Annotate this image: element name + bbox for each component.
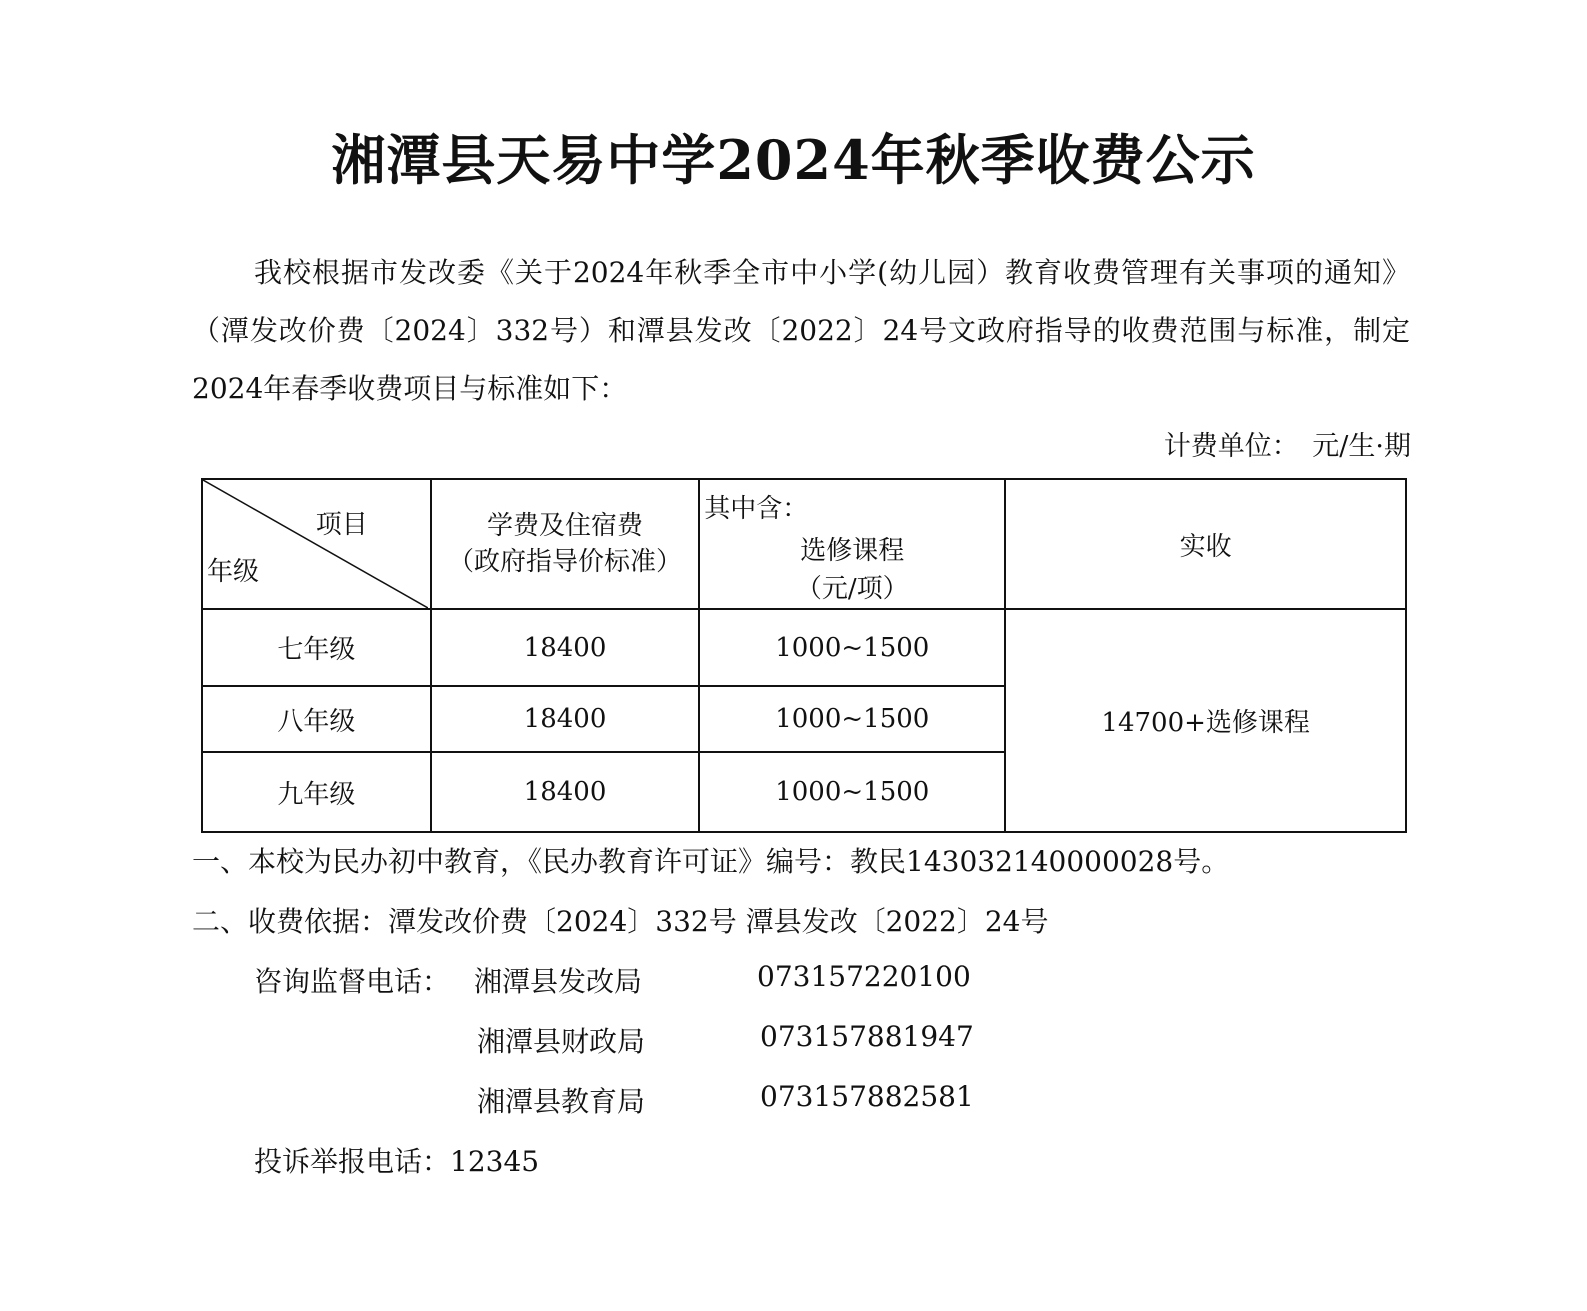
note-license: 一、本校为民办初中教育，《民办教育许可证》编号：教民143032140000028号。 bbox=[192, 845, 1230, 878]
grade-cell: 七年级 bbox=[202, 609, 431, 686]
elective-header-line1: 选修课程 bbox=[800, 536, 905, 566]
elective-header-cell bbox=[699, 479, 1005, 609]
contact-name: 湘潭县发改局 bbox=[474, 965, 643, 998]
table-row bbox=[202, 609, 1406, 686]
grade-cell: 九年级 bbox=[202, 752, 431, 832]
intro-text: 我校根据市发改委《关于2024年秋季全市中小学(幼儿园）教育收费管理有关事项的通知》（潭发改价费〔2024〕332号）和潭县发改〔2022〕24号文政府指导的收费范围与标准，制定2024年春季收费项目与标准如下： bbox=[192, 256, 1410, 405]
fee-table bbox=[201, 478, 1407, 833]
table-header-row bbox=[202, 479, 1406, 609]
corner-grade-label: 年级 bbox=[207, 557, 260, 587]
elective-cell: 1000~1500 bbox=[699, 752, 1005, 832]
contact-name: 湘潭县教育局 bbox=[477, 1085, 646, 1118]
contact-phone: 073157882581 bbox=[760, 1080, 974, 1113]
hotline-label: 咨询监督电话： bbox=[254, 965, 451, 998]
intro-paragraph bbox=[192, 244, 1410, 418]
actual-header-cell: 实收 bbox=[1005, 479, 1406, 609]
complaint-hotline: 投诉举报电话：12345 bbox=[254, 1145, 540, 1178]
fee-cell: 18400 bbox=[431, 752, 699, 832]
fee-header-cell bbox=[431, 479, 699, 609]
elective-header-note: 其中含： bbox=[704, 494, 809, 524]
fee-header-line2: （政府指导价标准） bbox=[448, 547, 683, 577]
elective-cell: 1000~1500 bbox=[699, 686, 1005, 752]
billing-unit-label: 计费单位： 元/生·期 bbox=[1163, 431, 1411, 462]
corner-header-cell bbox=[202, 479, 431, 609]
elective-cell: 1000~1500 bbox=[699, 609, 1005, 686]
actual-value-cell: 14700+选修课程 bbox=[1005, 609, 1406, 832]
contact-phone: 073157881947 bbox=[760, 1020, 974, 1053]
fee-cell: 18400 bbox=[431, 686, 699, 752]
note-basis: 二、收费依据：潭发改价费〔2024〕332号 潭县发改〔2022〕24号 bbox=[192, 905, 1049, 938]
page-title: 湘潭县天易中学2024年秋季收费公示 bbox=[331, 128, 1256, 192]
grade-cell: 八年级 bbox=[202, 686, 431, 752]
diagonal-divider bbox=[203, 480, 428, 608]
elective-header-line2: （元/项） bbox=[795, 574, 909, 604]
contact-name: 湘潭县财政局 bbox=[477, 1025, 646, 1058]
corner-item-label: 项目 bbox=[315, 510, 368, 540]
fee-cell: 18400 bbox=[431, 609, 699, 686]
fee-header-line1: 学费及住宿费 bbox=[487, 511, 644, 541]
contact-phone: 073157220100 bbox=[757, 960, 971, 993]
